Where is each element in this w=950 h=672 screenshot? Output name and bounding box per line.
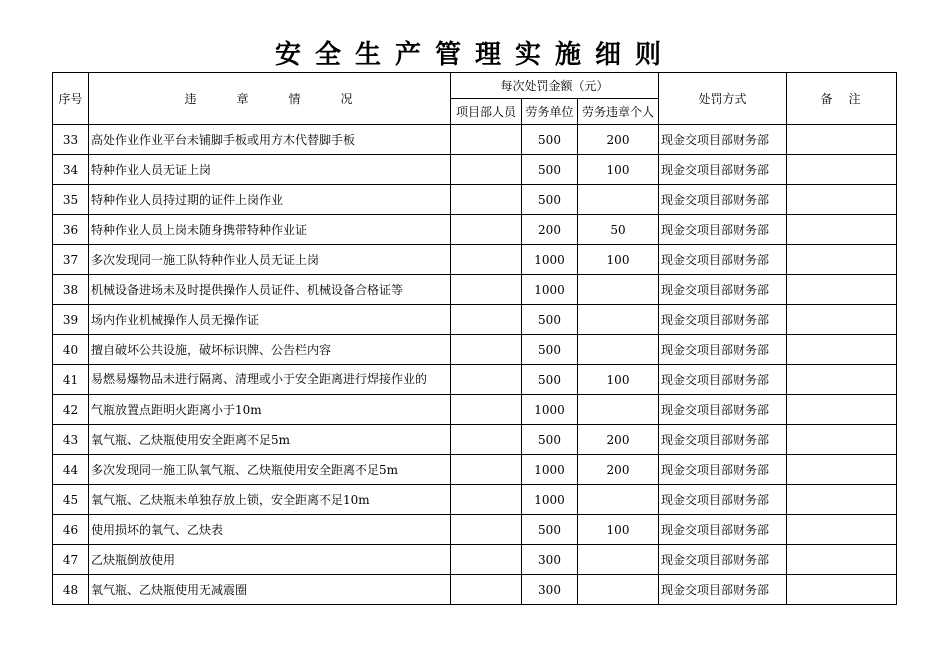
row-number: 44	[53, 455, 89, 485]
row-remarks	[787, 365, 897, 395]
row-penalty-method: 现金交项目部财务部	[659, 125, 787, 155]
row-remarks	[787, 425, 897, 455]
table-row	[53, 275, 897, 305]
header-violation: 违章情况	[89, 73, 451, 125]
row-penalty-method: 现金交项目部财务部	[659, 365, 787, 395]
row-violation: 多次发现同一施工队氧气瓶、乙炔瓶使用安全距离不足5m	[89, 455, 451, 485]
row-remarks	[787, 485, 897, 515]
row-penalty-method: 现金交项目部财务部	[659, 575, 787, 605]
table-row	[53, 455, 897, 485]
row-labor-unit-fine: 500	[522, 515, 578, 545]
table-row	[53, 425, 897, 455]
row-dept-staff-fine	[451, 455, 522, 485]
row-dept-staff-fine	[451, 125, 522, 155]
row-labor-person-fine: 100	[578, 515, 659, 545]
row-dept-staff-fine	[451, 185, 522, 215]
table-row	[53, 395, 897, 425]
row-violation: 机械设备进场未及时提供操作人员证件、机械设备合格证等	[89, 275, 451, 305]
row-violation: 氧气瓶、乙炔瓶未单独存放上锁，安全距离不足10m	[89, 485, 451, 515]
row-penalty-method: 现金交项目部财务部	[659, 215, 787, 245]
row-number: 33	[53, 125, 89, 155]
row-labor-unit-fine: 1000	[522, 455, 578, 485]
row-number: 36	[53, 215, 89, 245]
header-seq: 序号	[53, 73, 89, 125]
row-labor-person-fine: 100	[578, 155, 659, 185]
row-number: 46	[53, 515, 89, 545]
row-labor-person-fine	[578, 545, 659, 575]
row-violation: 特种作业人员上岗未随身携带特种作业证	[89, 215, 451, 245]
page-title: 安全生产管理实施细则	[274, 40, 675, 70]
row-penalty-method: 现金交项目部财务部	[659, 395, 787, 425]
row-penalty-method: 现金交项目部财务部	[659, 305, 787, 335]
row-penalty-method: 现金交项目部财务部	[659, 185, 787, 215]
row-dept-staff-fine	[451, 365, 522, 395]
row-number: 34	[53, 155, 89, 185]
row-violation: 场内作业机械操作人员无操作证	[89, 305, 451, 335]
table-row	[53, 215, 897, 245]
row-penalty-method: 现金交项目部财务部	[659, 155, 787, 185]
row-remarks	[787, 215, 897, 245]
row-violation: 多次发现同一施工队特种作业人员无证上岗	[89, 245, 451, 275]
row-labor-unit-fine: 500	[522, 335, 578, 365]
row-dept-staff-fine	[451, 515, 522, 545]
row-labor-unit-fine: 1000	[522, 395, 578, 425]
row-labor-unit-fine: 500	[522, 125, 578, 155]
row-remarks	[787, 545, 897, 575]
row-labor-unit-fine: 200	[522, 215, 578, 245]
header-labor-unit: 劳务单位	[522, 99, 578, 125]
row-number: 42	[53, 395, 89, 425]
row-labor-unit-fine: 500	[522, 155, 578, 185]
row-dept-staff-fine	[451, 545, 522, 575]
penalty-table	[52, 72, 897, 605]
row-labor-person-fine	[578, 275, 659, 305]
row-remarks	[787, 245, 897, 275]
table-row	[53, 335, 897, 365]
row-labor-person-fine: 50	[578, 215, 659, 245]
row-labor-person-fine	[578, 575, 659, 605]
table-row	[53, 185, 897, 215]
row-number: 47	[53, 545, 89, 575]
row-violation: 氧气瓶、乙炔瓶使用无减震圈	[89, 575, 451, 605]
row-labor-unit-fine: 500	[522, 185, 578, 215]
row-number: 40	[53, 335, 89, 365]
row-labor-unit-fine: 1000	[522, 485, 578, 515]
row-dept-staff-fine	[451, 215, 522, 245]
row-labor-person-fine: 100	[578, 365, 659, 395]
row-labor-person-fine	[578, 185, 659, 215]
table-row	[53, 515, 897, 545]
row-dept-staff-fine	[451, 395, 522, 425]
row-violation: 特种作业人员持过期的证件上岗作业	[89, 185, 451, 215]
row-labor-person-fine	[578, 395, 659, 425]
row-penalty-method: 现金交项目部财务部	[659, 545, 787, 575]
row-violation: 乙炔瓶倒放使用	[89, 545, 451, 575]
row-dept-staff-fine	[451, 245, 522, 275]
row-labor-unit-fine: 1000	[522, 245, 578, 275]
row-labor-person-fine: 100	[578, 245, 659, 275]
row-remarks	[787, 455, 897, 485]
row-number: 43	[53, 425, 89, 455]
row-remarks	[787, 335, 897, 365]
row-number: 45	[53, 485, 89, 515]
row-number: 41	[53, 365, 89, 395]
table-row	[53, 155, 897, 185]
row-dept-staff-fine	[451, 305, 522, 335]
row-number: 39	[53, 305, 89, 335]
row-number: 35	[53, 185, 89, 215]
row-labor-unit-fine: 300	[522, 545, 578, 575]
row-penalty-method: 现金交项目部财务部	[659, 485, 787, 515]
row-remarks	[787, 305, 897, 335]
row-labor-unit-fine: 500	[522, 365, 578, 395]
row-penalty-method: 现金交项目部财务部	[659, 515, 787, 545]
row-violation: 气瓶放置点距明火距离小于10m	[89, 395, 451, 425]
row-penalty-method: 现金交项目部财务部	[659, 455, 787, 485]
row-violation: 氧气瓶、乙炔瓶使用安全距离不足5m	[89, 425, 451, 455]
row-penalty-method: 现金交项目部财务部	[659, 335, 787, 365]
row-dept-staff-fine	[451, 575, 522, 605]
row-labor-person-fine	[578, 305, 659, 335]
table-row	[53, 125, 897, 155]
table-row	[53, 575, 897, 605]
row-number: 38	[53, 275, 89, 305]
row-labor-person-fine: 200	[578, 455, 659, 485]
row-penalty-method: 现金交项目部财务部	[659, 245, 787, 275]
row-violation: 高处作业作业平台未铺脚手板或用方木代替脚手板	[89, 125, 451, 155]
row-labor-person-fine: 200	[578, 425, 659, 455]
row-remarks	[787, 155, 897, 185]
row-violation: 擅自破坏公共设施，破坏标识牌、公告栏内容	[89, 335, 451, 365]
table-body	[53, 125, 897, 605]
row-violation: 特种作业人员无证上岗	[89, 155, 451, 185]
row-labor-unit-fine: 500	[522, 425, 578, 455]
header-penalty-method: 处罚方式	[659, 73, 787, 125]
row-dept-staff-fine	[451, 155, 522, 185]
row-violation: 使用损坏的氧气、乙炔表	[89, 515, 451, 545]
row-labor-unit-fine: 300	[522, 575, 578, 605]
row-labor-person-fine: 200	[578, 125, 659, 155]
row-dept-staff-fine	[451, 335, 522, 365]
row-remarks	[787, 125, 897, 155]
row-remarks	[787, 395, 897, 425]
header-fine-group: 每次处罚金额（元）	[451, 73, 659, 99]
header-remarks: 备注	[787, 73, 897, 125]
row-dept-staff-fine	[451, 485, 522, 515]
row-labor-person-fine	[578, 485, 659, 515]
row-remarks	[787, 185, 897, 215]
row-number: 48	[53, 575, 89, 605]
header-dept-staff: 项目部人员	[451, 99, 522, 125]
table-row	[53, 245, 897, 275]
table-row	[53, 305, 897, 335]
table-row	[53, 485, 897, 515]
row-labor-unit-fine: 500	[522, 305, 578, 335]
row-remarks	[787, 515, 897, 545]
row-remarks	[787, 275, 897, 305]
row-dept-staff-fine	[451, 425, 522, 455]
header-labor-person: 劳务违章个人	[578, 99, 659, 125]
row-labor-unit-fine: 1000	[522, 275, 578, 305]
row-labor-person-fine	[578, 335, 659, 365]
table-row	[53, 545, 897, 575]
table-row	[53, 365, 897, 395]
row-penalty-method: 现金交项目部财务部	[659, 425, 787, 455]
row-penalty-method: 现金交项目部财务部	[659, 275, 787, 305]
row-dept-staff-fine	[451, 275, 522, 305]
row-number: 37	[53, 245, 89, 275]
row-remarks	[787, 575, 897, 605]
row-violation: 易燃易爆物品未进行隔离、清理或小于安全距离进行焊接作业的	[89, 365, 451, 395]
